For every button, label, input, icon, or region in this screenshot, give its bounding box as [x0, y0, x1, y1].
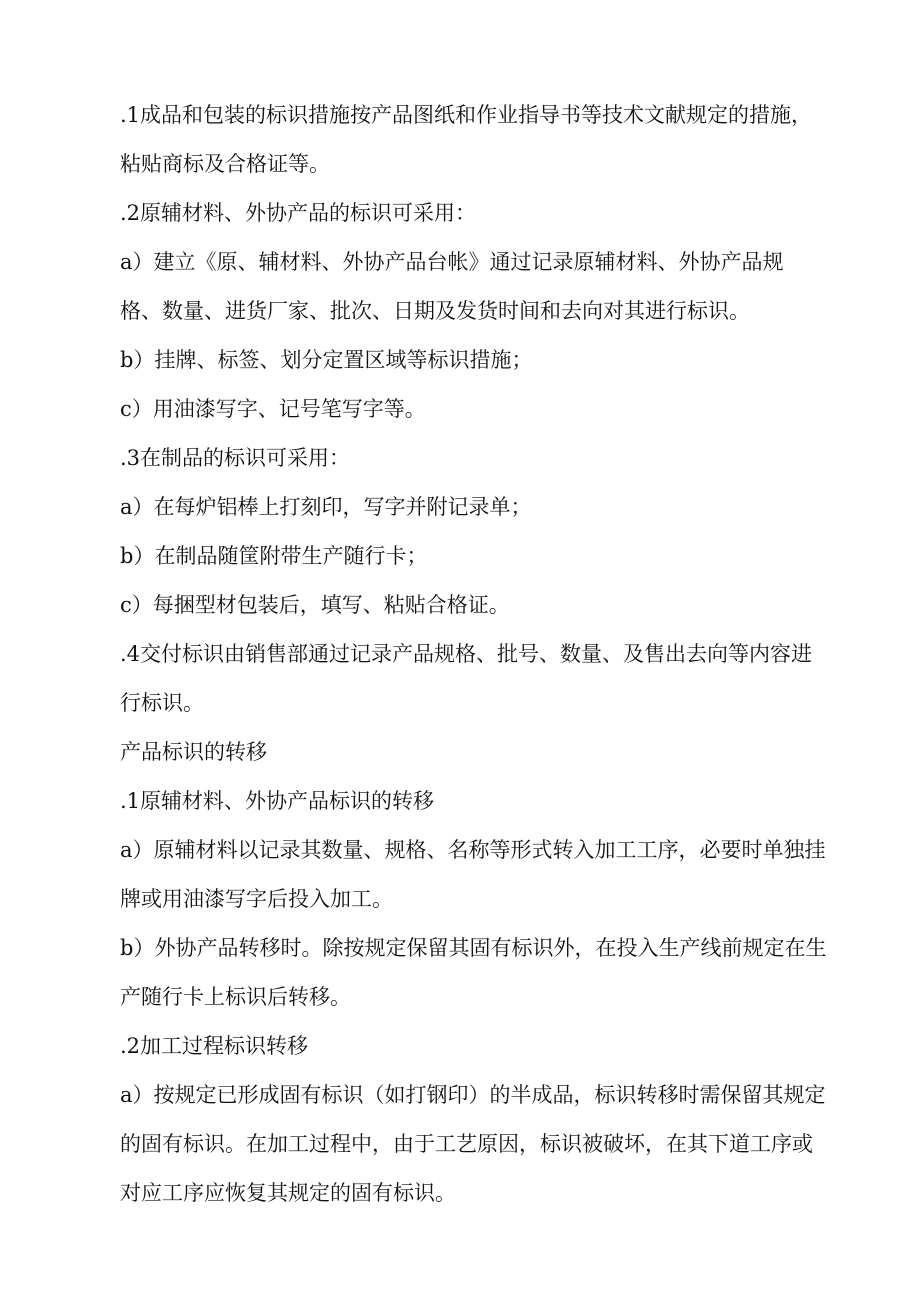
text-line: b）挂牌、标签、划分定置区域等标识措施； [120, 348, 533, 372]
text-line: 牌或用油漆写字后投入加工。 [120, 887, 393, 911]
text-line: 粘贴商标及合格证等。 [120, 152, 330, 176]
text-line: .2原辅材料、外协产品的标识可采用： [120, 201, 477, 225]
text-line: a）建立《原、辅材料、外协产品台帐》通过记录原辅材料、外协产品规 [120, 250, 784, 274]
text-line: c）每捆型材包装后，填写、粘贴合格证。 [120, 593, 510, 617]
text-line: 的固有标识。在加工过程中，由于工艺原因，标识被破坏，在其下道工序或 [120, 1132, 813, 1156]
text-line: c）用油漆写字、记号笔写字等。 [120, 397, 426, 421]
text-line: b）外协产品转移时。除按规定保留其固有标识外，在投入生产线前规定在生 [120, 936, 827, 960]
text-line: 对应工序应恢复其规定的固有标识。 [120, 1181, 456, 1205]
text-line: .1成品和包装的标识措施按产品图纸和作业指导书等技术文献规定的措施， [120, 103, 813, 127]
text-line: .4交付标识由销售部通过记录产品规格、批号、数量、及售出去向等内容进 [120, 642, 813, 666]
text-line: b）在制品随筐附带生产随行卡； [120, 544, 428, 568]
text-line: a）按规定已形成固有标识（如打钢印）的半成品，标识转移时需保留其规定 [120, 1083, 826, 1107]
text-line: 产随行卡上标识后转移。 [120, 985, 351, 1009]
text-line: 格、数量、进货厂家、批次、日期及发货时间和去向对其进行标识。 [120, 299, 750, 323]
section-heading: 产品标识的转移 [120, 740, 267, 764]
text-line: .1原辅材料、外协产品标识的转移 [120, 789, 435, 813]
text-line: .2加工过程标识转移 [120, 1034, 309, 1058]
text-line: a）原辅材料以记录其数量、规格、名称等形式转入加工工序，必要时单独挂 [120, 838, 826, 862]
text-line: a）在每炉铝棒上打刻印，写字并附记录单； [120, 495, 532, 519]
text-line: .3在制品的标识可采用： [120, 446, 351, 470]
text-line: 行标识。 [120, 691, 204, 715]
